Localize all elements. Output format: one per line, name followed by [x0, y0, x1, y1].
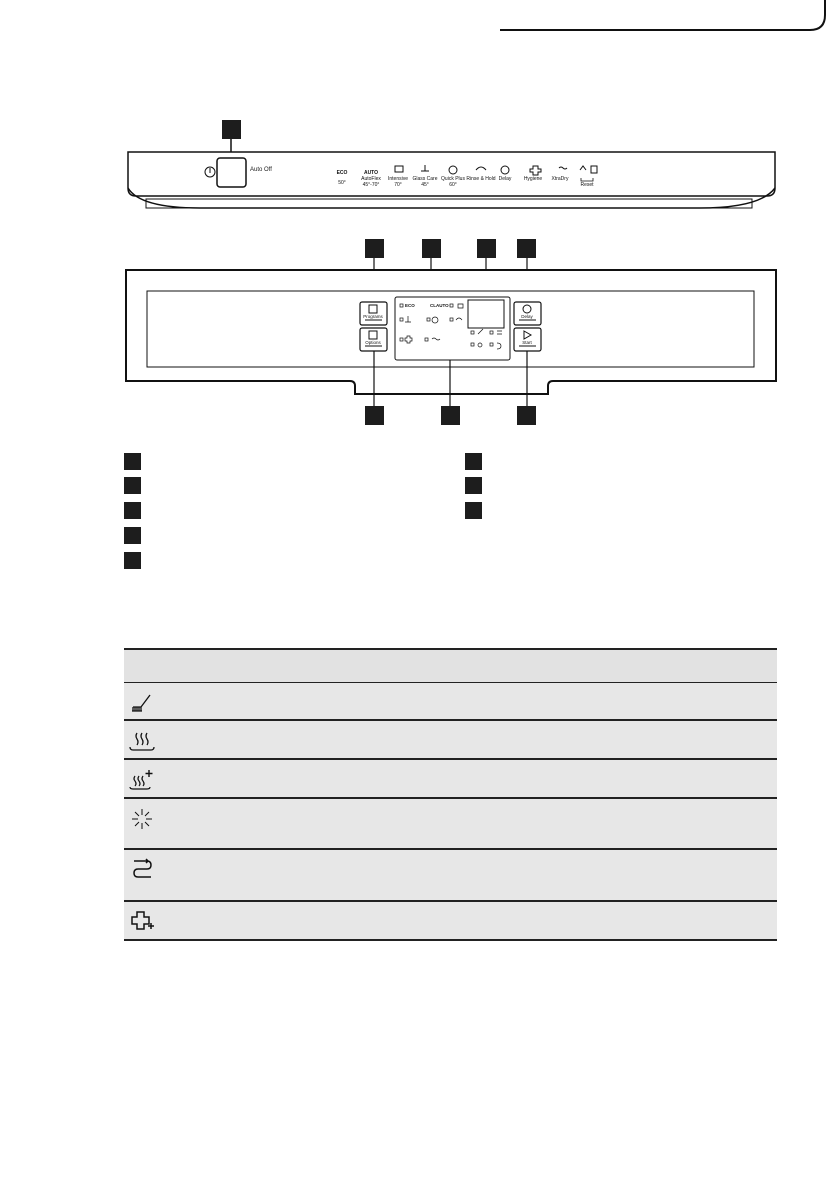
- table-row: [124, 721, 777, 760]
- svg-text:Intensive: Intensive: [387, 176, 409, 182]
- svg-text:XtraDry: XtraDry: [551, 176, 569, 182]
- legend-marker-5: [124, 552, 141, 569]
- legend-marker-7: [465, 477, 482, 494]
- legend-marker-2: [124, 477, 141, 494]
- svg-text:CLAUTO: CLAUTO: [430, 303, 449, 308]
- table-row: [124, 683, 777, 721]
- svg-text:70°: 70°: [394, 182, 402, 188]
- legend-marker-1: [124, 453, 141, 470]
- svg-text:50°: 50°: [338, 180, 346, 186]
- table-row: [124, 902, 777, 941]
- xtradry-icon: [128, 766, 156, 794]
- auto-off-label: Auto Off: [250, 167, 272, 173]
- indicator-table: [124, 648, 777, 941]
- svg-text:Hygiene: Hygiene: [523, 176, 543, 182]
- prog-eco: ECO: [336, 170, 348, 176]
- legend-marker-8: [465, 502, 482, 519]
- control-panel-figure: [0, 0, 839, 440]
- legend-marker-4: [124, 527, 141, 544]
- table-row: [124, 799, 777, 850]
- table-row: [124, 850, 777, 902]
- svg-text:AutoFlex: AutoFlex: [361, 176, 381, 182]
- svg-text:AUTO: AUTO: [363, 170, 379, 176]
- svg-text:Quick Plus: Quick Plus: [441, 176, 465, 182]
- svg-text:Programs: Programs: [363, 314, 383, 319]
- svg-text:Options: Options: [365, 340, 381, 345]
- rinse-aid-icon: [128, 856, 156, 884]
- svg-text:ECO: ECO: [405, 303, 415, 308]
- svg-text:Glass Care: Glass Care: [412, 176, 438, 182]
- svg-text:60°: 60°: [449, 182, 457, 188]
- brush-icon: [128, 689, 156, 717]
- legend-marker-6: [465, 453, 482, 470]
- svg-text:45°-70°: 45°-70°: [362, 182, 380, 188]
- svg-text:Delay: Delay: [498, 176, 512, 182]
- drying-icon: [128, 727, 156, 755]
- svg-text:Reset: Reset: [580, 182, 594, 188]
- svg-text:Delay: Delay: [521, 314, 533, 319]
- sparkle-icon: [128, 805, 156, 833]
- table-header: [124, 650, 777, 683]
- svg-text:45°: 45°: [421, 182, 429, 188]
- legend-marker-3: [124, 502, 141, 519]
- hygiene-plus-icon: [128, 908, 156, 936]
- svg-text:Rinse & Hold: Rinse & Hold: [466, 176, 496, 182]
- svg-text:Start: Start: [522, 340, 532, 345]
- table-row: [124, 760, 777, 799]
